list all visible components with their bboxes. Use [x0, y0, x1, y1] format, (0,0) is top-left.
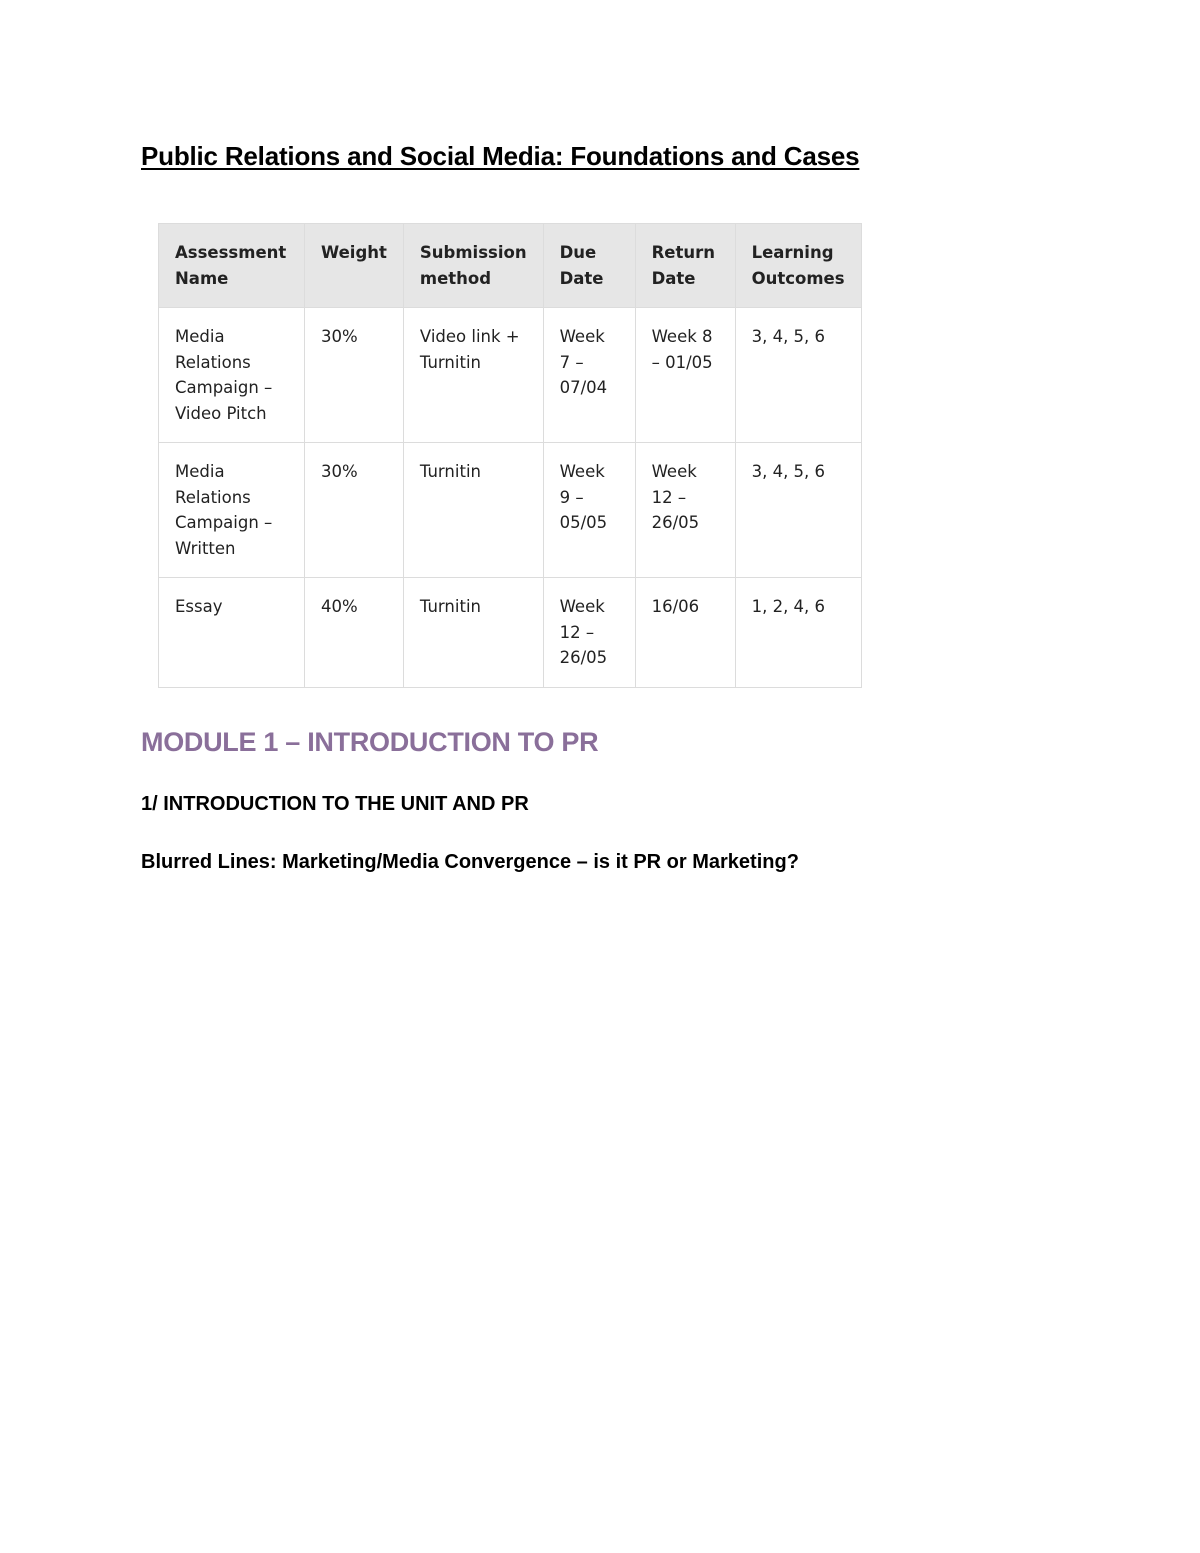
- header-submission-method: Submission method: [403, 224, 543, 308]
- cell-submission-method: Turnitin: [403, 578, 543, 688]
- assessment-table: [158, 223, 862, 688]
- cell-weight: 30%: [305, 308, 404, 443]
- header-return-date: Return Date: [635, 224, 735, 308]
- page-title: Public Relations and Social Media: Foundations and Cases: [141, 141, 860, 171]
- table-row: [159, 308, 862, 443]
- cell-due-date: Week 12 – 26/05: [543, 578, 635, 688]
- assessment-table-container: [158, 223, 862, 688]
- cell-submission-method: Turnitin: [403, 443, 543, 578]
- cell-return-date: 16/06: [635, 578, 735, 688]
- cell-weight: 40%: [305, 578, 404, 688]
- module-heading: MODULE 1 – INTRODUCTION TO PR: [141, 727, 599, 757]
- table-row: [159, 578, 862, 688]
- cell-return-date: Week 12 – 26/05: [635, 443, 735, 578]
- table-header-row: [159, 224, 862, 308]
- cell-assessment-name: Media Relations Campaign – Written: [159, 443, 305, 578]
- cell-due-date: Week 9 – 05/05: [543, 443, 635, 578]
- cell-weight: 30%: [305, 443, 404, 578]
- cell-due-date: Week 7 – 07/04: [543, 308, 635, 443]
- header-assessment-name: Assessment Name: [159, 224, 305, 308]
- cell-return-date: Week 8 – 01/05: [635, 308, 735, 443]
- header-learning-outcomes: Learning Outcomes: [735, 224, 861, 308]
- subsection-heading: Blurred Lines: Marketing/Media Convergence – is it PR or Marketing?: [141, 851, 799, 873]
- section-heading: 1/ INTRODUCTION TO THE UNIT AND PR: [141, 793, 529, 815]
- cell-submission-method: Video link + Turnitin: [403, 308, 543, 443]
- table-row: [159, 443, 862, 578]
- header-due-date: Due Date: [543, 224, 635, 308]
- cell-assessment-name: Media Relations Campaign – Video Pitch: [159, 308, 305, 443]
- cell-learning-outcomes: 3, 4, 5, 6: [735, 443, 861, 578]
- cell-learning-outcomes: 1, 2, 4, 6: [735, 578, 861, 688]
- cell-assessment-name: Essay: [159, 578, 305, 688]
- header-weight: Weight: [305, 224, 404, 308]
- cell-learning-outcomes: 3, 4, 5, 6: [735, 308, 861, 443]
